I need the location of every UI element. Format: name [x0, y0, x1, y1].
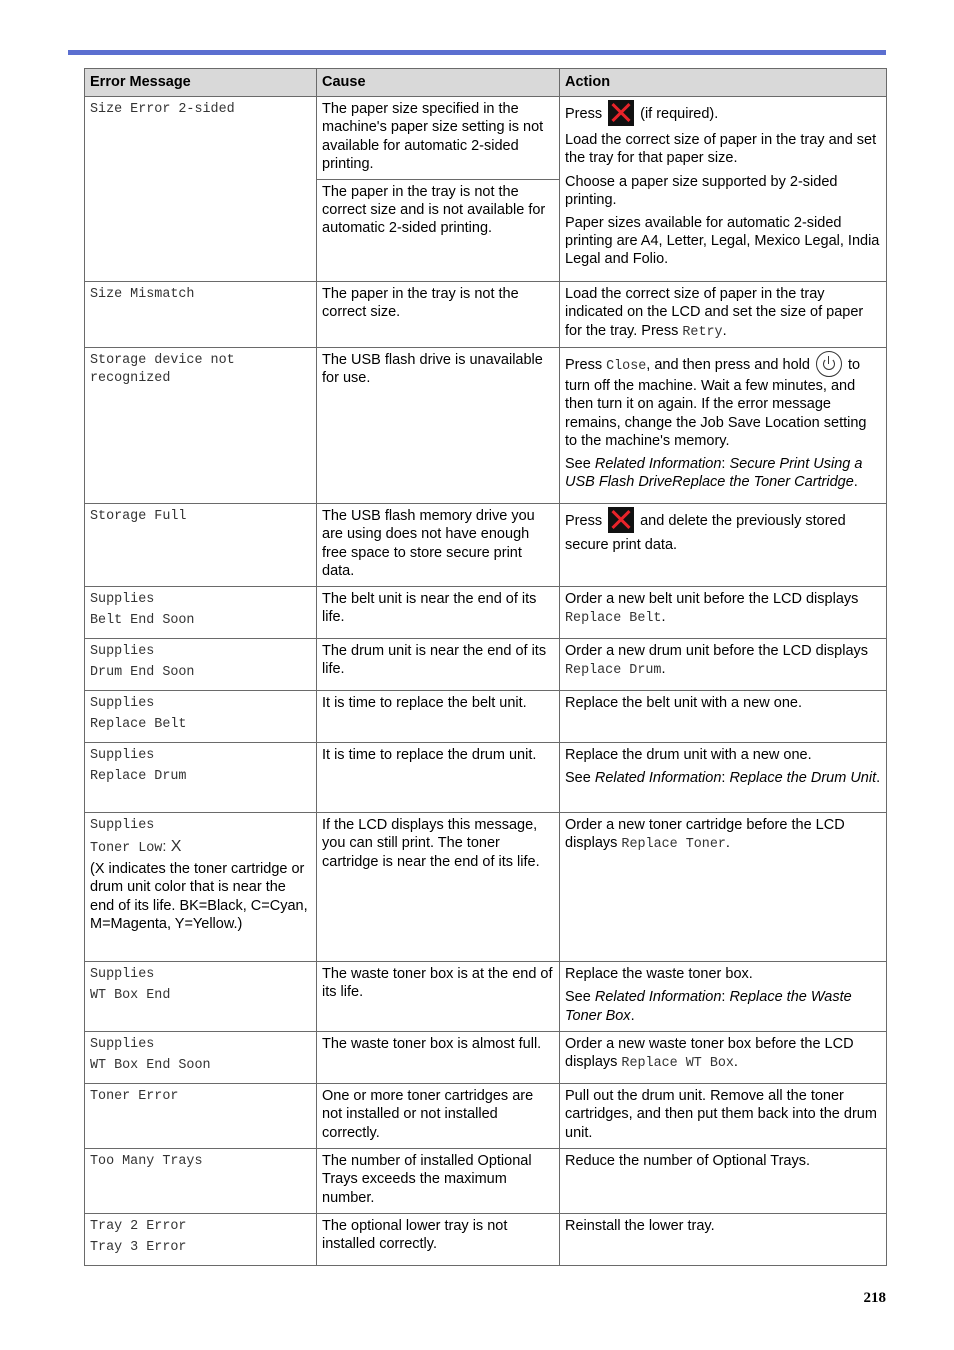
action-cell: Order a new belt unit before the LCD displays Replace Belt.	[560, 587, 887, 639]
cause-cell: One or more toner cartridges are not installed or not installed correctly.	[317, 1084, 560, 1149]
lcd-option-code: Replace Drum	[565, 663, 662, 679]
lcd-option-code: Close	[606, 359, 647, 375]
action-cell: Replace the belt unit with a new one.	[560, 691, 887, 743]
action-cell	[560, 743, 887, 813]
table-row	[85, 348, 887, 504]
error-code: recognized	[90, 371, 171, 387]
action-cell	[560, 97, 887, 282]
table-header-row	[85, 69, 887, 97]
table-row	[85, 1214, 887, 1266]
lcd-option-code: Retry	[682, 324, 723, 340]
error-message-table	[84, 68, 887, 1266]
related-info-link[interactable]: See Related Information: Replace the Drum Unit.	[565, 770, 881, 787]
action-cell	[560, 962, 887, 1032]
x-cancel-button-icon	[608, 507, 634, 533]
table-row	[85, 1032, 887, 1084]
table-row	[85, 691, 887, 743]
cause-text-secondary: The paper in the tray is not the correct size and is not available for automatic 2-sided printing.	[317, 179, 559, 238]
table-row	[85, 639, 887, 691]
related-info-link[interactable]: See Related Information: Secure Print Using a USB Flash DriveReplace the Toner Cartridge.	[565, 456, 863, 491]
lcd-option-code: Replace Belt	[565, 611, 662, 627]
error-message-cell	[85, 1084, 317, 1149]
action-text: Choose a paper size supported by 2-sided printing.	[565, 173, 838, 208]
cause-text: The paper size specified in the machine's paper size setting is not available for automatic 2-sided printing.	[322, 101, 544, 172]
error-code: Tray 3 Error	[90, 1240, 187, 1256]
error-code: Supplies	[90, 696, 155, 712]
error-code: Size Error 2-sided	[90, 102, 235, 118]
cause-cell: The number of installed Optional Trays exceeds the maximum number.	[317, 1149, 560, 1214]
action-cell: Reduce the number of Optional Trays.	[560, 1149, 887, 1214]
action-text: Press Close, and then press and hold to turn off the machine. Wait a few minutes, and then turn it on again. If the error message remains, change the Job Save Location setting to the machine's memory.	[565, 351, 881, 450]
header-cause: Cause	[317, 69, 560, 97]
header-action: Action	[560, 69, 887, 97]
cause-cell: It is time to replace the belt unit.	[317, 691, 560, 743]
error-message-cell	[85, 1032, 317, 1084]
cause-cell: The optional lower tray is not installed correctly.	[317, 1214, 560, 1266]
error-message-cell	[85, 348, 317, 504]
action-text: Press (if required).	[565, 100, 881, 126]
action-text: Replace the drum unit with a new one.	[565, 747, 812, 764]
action-cell: Order a new drum unit before the LCD displays Replace Drum.	[560, 639, 887, 691]
lcd-option-code: Replace WT Box	[621, 1056, 734, 1072]
cause-cell: The waste toner box is at the end of its life.	[317, 962, 560, 1032]
action-cell: Press and delete the previously stored secure print data.	[560, 504, 887, 587]
error-code: Supplies	[90, 967, 155, 983]
error-code: Drum End Soon	[90, 665, 195, 681]
action-text: Load the correct size of paper in the tray and set the tray for that paper size.	[565, 132, 877, 167]
action-text: Replace the waste toner box.	[565, 966, 753, 983]
header-error-message: Error Message	[85, 69, 317, 97]
action-cell: Reinstall the lower tray.	[560, 1214, 887, 1266]
error-message-cell	[85, 1214, 317, 1266]
action-cell: Order a new toner cartridge before the LCD displays Replace Toner.	[560, 813, 887, 962]
action-cell	[560, 348, 887, 504]
error-message-cell	[85, 1149, 317, 1214]
cause-cell: The belt unit is near the end of its life.	[317, 587, 560, 639]
action-cell: Load the correct size of paper in the tray indicated on the LCD and set the size of paper for the tray. Press Retry.	[560, 282, 887, 348]
table-row	[85, 1149, 887, 1214]
error-code: Storage Full	[90, 509, 187, 525]
error-message-cell	[85, 743, 317, 813]
cause-cell: If the LCD displays this message, you can still print. The toner cartridge is near the end of its life.	[317, 813, 560, 962]
error-message-cell	[85, 282, 317, 348]
error-message-cell	[85, 691, 317, 743]
table-row	[85, 97, 887, 282]
error-code: Replace Drum	[90, 769, 187, 785]
lcd-option-code: Replace Toner	[621, 837, 726, 853]
cause-cell: The waste toner box is almost full.	[317, 1032, 560, 1084]
table-row	[85, 962, 887, 1032]
error-message-cell	[85, 504, 317, 587]
error-code: Replace Belt	[90, 717, 187, 733]
error-code: Too Many Trays	[90, 1154, 203, 1170]
error-message-cell	[85, 962, 317, 1032]
cause-cell: The paper in the tray is not the correct size.	[317, 282, 560, 348]
table-row	[85, 504, 887, 587]
action-cell: Order a new waste toner box before the LCD displays Replace WT Box.	[560, 1032, 887, 1084]
power-button-icon	[816, 351, 842, 377]
error-message-cell	[85, 813, 317, 962]
error-code: Size Mismatch	[90, 287, 195, 303]
cause-cell: It is time to replace the drum unit.	[317, 743, 560, 813]
error-code: Supplies	[90, 748, 155, 764]
error-message-cell	[85, 97, 317, 282]
error-code: Belt End Soon	[90, 613, 195, 629]
error-code: WT Box End Soon	[90, 1058, 211, 1074]
cause-cell: The USB flash memory drive you are using does not have enough free space to store secure print data.	[317, 504, 560, 587]
table-row	[85, 282, 887, 348]
cause-cell: The USB flash drive is unavailable for use.	[317, 348, 560, 504]
table-row	[85, 743, 887, 813]
error-message-cell	[85, 587, 317, 639]
cause-cell	[317, 97, 560, 282]
error-code: Supplies	[90, 644, 155, 660]
error-code: Supplies	[90, 1037, 155, 1053]
cause-cell: The drum unit is near the end of its life.	[317, 639, 560, 691]
table-row	[85, 1084, 887, 1149]
table-row	[85, 587, 887, 639]
error-code: Storage device not	[90, 353, 235, 369]
top-rule	[68, 50, 886, 55]
action-text: Paper sizes available for automatic 2-sided printing are A4, Letter, Legal, Mexico Legal, India Legal and Folio.	[565, 215, 880, 268]
table-row	[85, 813, 887, 962]
error-code: WT Box End	[90, 988, 171, 1004]
action-cell: Pull out the drum unit. Remove all the toner cartridges, and then put them back into the drum unit.	[560, 1084, 887, 1149]
error-code: Supplies	[90, 592, 155, 608]
error-code: Toner Error	[90, 1089, 179, 1105]
error-message-note: (X indicates the toner cartridge or drum unit color that is near the end of its life. BK=Black, C=Cyan, M=Magenta, Y=Yellow.)	[90, 861, 308, 932]
page-number: 218	[863, 1290, 886, 1306]
error-code: Supplies	[90, 818, 155, 834]
x-cancel-button-icon	[608, 100, 634, 126]
error-message-cell	[85, 639, 317, 691]
error-code: Toner Low: X	[90, 838, 182, 857]
error-code: Tray 2 Error	[90, 1219, 187, 1235]
related-info-link[interactable]: See Related Information: Replace the Waste Toner Box.	[565, 989, 852, 1024]
